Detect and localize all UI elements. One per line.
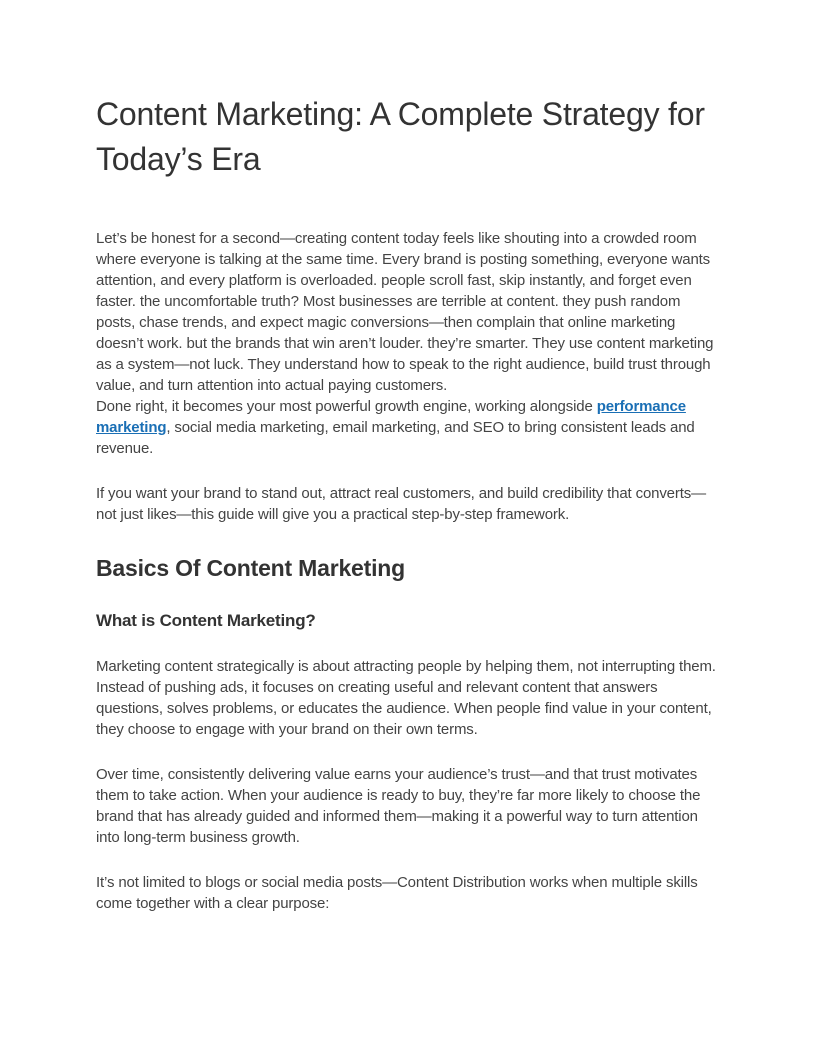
subsection-heading: What is Content Marketing? <box>96 611 316 630</box>
page-title: Content Marketing: A Complete Strategy for Today’s Era <box>96 96 705 177</box>
section-heading: Basics Of Content Marketing <box>96 555 405 581</box>
performance-marketing-link[interactable]: performance marketing <box>96 398 686 436</box>
distribution-paragraph: It’s not limited to blogs or social media posts—Content Distribution works when multiple skills come together with a clear purpose: <box>96 874 698 912</box>
intro-paragraph <box>96 228 720 459</box>
done-right-before-link: Done right, it becomes your most powerful growth engine, working alongside <box>96 398 597 415</box>
stand-out-paragraph: If you want your brand to stand out, attract real customers, and build credibility that converts—not just likes—this guide will give you a practical step-by-step framework. <box>96 485 706 523</box>
trust-paragraph: Over time, consistently delivering value earns your audience’s trust—and that trust motivates them to take action. When your audience is ready to buy, they’re far more likely to choose the brand that has already guided and informed them—making it a powerful way to turn attention into long-term business growth. <box>96 766 701 846</box>
definition-paragraph: Marketing content strategically is about attracting people by helping them, not interrupting them. Instead of pushing ads, it focuses on creating useful and relevant content that answers questions, solves problems, or educates the audience. When people find value in your content, they choose to engage with your brand on their own terms. <box>96 658 716 738</box>
document-page <box>96 92 720 914</box>
intro-text: Let’s be honest for a second—creating content today feels like shouting into a crowded room where everyone is talking at the same time. Every brand is posting something, everyone wants attention, and every platform is overloaded. people scroll fast, skip instantly, and forget even faster. the uncomfortable truth? Most businesses are terrible at content. they push random posts, chase trends, and expect magic conversions—then complain that online marketing doesn’t work. but the brands that win aren’t louder. they’re smarter. They use content marketing as a system—not luck. They understand how to speak to the right audience, build trust through value, and turn attention into actual paying customers. <box>96 230 714 394</box>
done-right-after-link: , social media marketing, email marketing, and SEO to bring consistent leads and revenue. <box>96 419 695 457</box>
